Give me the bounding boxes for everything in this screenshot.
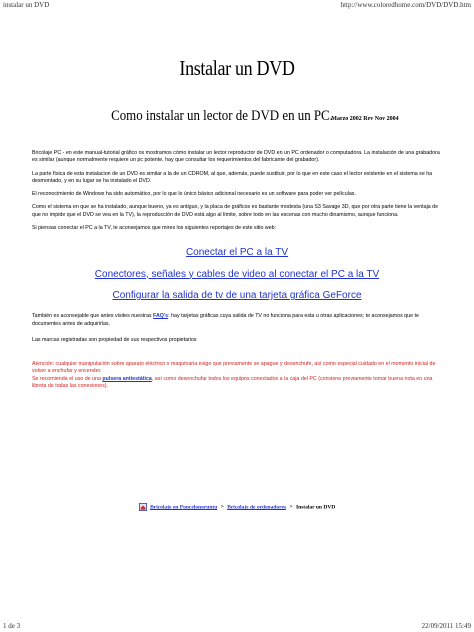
paragraph-physical: La parte física de esta instalacion de un DVD es similar a la de un CDROM, al que, además, puede sustituir, por lo que en este caso el lector existente en el sistema se ha desmontado, y en su lugar se ha instalado el DVD.	[32, 170, 433, 184]
print-footer-page: 1 de 3	[3, 622, 21, 630]
home-icon[interactable]	[139, 503, 147, 511]
print-header-title: instalar un DVD	[3, 1, 50, 9]
print-footer	[0, 622, 474, 632]
warning-line-1: Atención: cualquier manipulación sobre aparato eléctrico o maquinaria exige que previamente se apague y desenchufe, así como especial cuidado en el momento inicial de volver a enchufar y encender.	[32, 361, 436, 375]
paragraph-system: Como el sistema en que se ha instalado, aunque bueno, ya es antiguo, y la placa de gráficos es bastante modesta (una S3 Savage 3D, que por otra parte tiene la ventaja de que no impide que el DVD se vea en la TV), la reproducción de DVD está algo al límite, sobre todo en las escenas con mucho dinamismo, aunque funciona.	[32, 204, 439, 218]
breadcrumb-home[interactable]: Bricolaje en Poncelonoruntu	[150, 504, 218, 511]
subtitle-date: Marzo 2002 Rev Nov 2004	[331, 116, 399, 122]
faq-text-after: : hay tarjetas gráficas cuya salida de TV no funciona para esta u otras aplicaciones; te aconsejamos que te documentes antes de adquirirlas.	[32, 313, 419, 327]
link-geforce-tv-out[interactable]: Configurar la salida de tv de una tarjeta gráfica GeForce	[112, 289, 362, 301]
warning-line-2-after: , así como desenchufar todos los equipos conectados a la caja del PC (conviene previamente tomar buena nota en una libreta de todas las conexiones).	[32, 375, 433, 390]
antistatic-link[interactable]: pulsera antiestática	[102, 375, 152, 382]
link-connect-pc-tv[interactable]: Conectar el PC a la TV	[185, 247, 289, 259]
paragraph-tv-intro: Si piensas conectar el PC a la TV, te aconsejamos que mires los siguientes reportajes de este sitio web:	[32, 225, 277, 232]
print-header-url: http://www.coloredhome.com/DVD/DVD.htm	[340, 1, 471, 9]
page-title: Instalar un DVD	[179, 56, 295, 80]
paragraph-faq	[32, 313, 442, 328]
paragraph-intro: Bricolaje PC - en este manual-tutorial gráfico os mostramos cómo instalar un lector reproductor de DVD en un PC ordenador o computadora. La instalación de una grabadora es similar (aunque normalmente requiere un pc potente, hay que consultar los requerimientos del fabricante del grabador).	[32, 150, 440, 164]
breadcrumb	[0, 503, 474, 511]
faq-text-before: También es aconsejable que antes visites nuestras	[32, 313, 154, 320]
breadcrumb-separator: >	[220, 504, 224, 511]
article-body	[32, 150, 442, 390]
trademark-note: Las marcas registradas son propiedad de sus respectivos propietarios	[32, 336, 197, 343]
page-subtitle	[0, 107, 474, 125]
breadcrumb-current: Instalar un DVD	[295, 504, 336, 511]
breadcrumb-section[interactable]: Bricolaje de ordenadores	[227, 504, 287, 511]
paragraph-windows: El reconocimiento de Windows ha sido automático, por lo que lo único básico adicional necesario es un software para poder ver películas.	[32, 191, 356, 198]
print-footer-datetime: 22/09/2011 15:49	[421, 622, 471, 630]
warning-line-2-before: Se recomienda el uso de una	[32, 375, 103, 382]
link-connectors-signals[interactable]: Conectores, señales y cables de video al conectar el PC a la TV	[94, 268, 380, 280]
breadcrumb-separator: >	[289, 504, 293, 511]
subtitle-text: Como instalar un lector de DVD en un PC.	[111, 108, 334, 124]
warning-text	[32, 361, 442, 390]
faq-link[interactable]: FAQ's	[153, 313, 169, 320]
